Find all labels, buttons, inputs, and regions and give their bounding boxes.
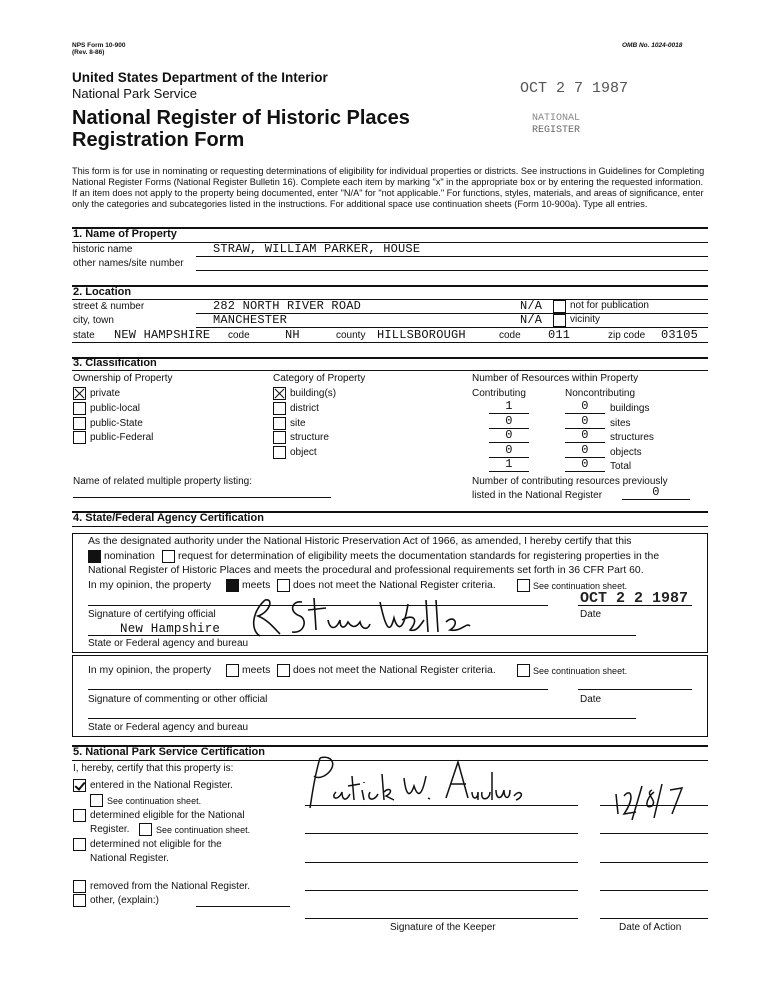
contributing-objects[interactable]: 0 xyxy=(489,443,529,458)
category-structure-checkbox[interactable] xyxy=(273,431,286,444)
certifying-signature xyxy=(240,590,490,645)
certify-statement: I, hereby, certify that this property is: xyxy=(73,763,234,774)
zip-label: zip code xyxy=(608,330,646,341)
section-4-title: 4. State/Federal Agency Certification xyxy=(73,512,264,524)
received-stamp-line2: NATIONAL xyxy=(532,113,581,124)
not-for-publication-checkbox[interactable] xyxy=(553,300,566,313)
ownership-private-checkbox[interactable] xyxy=(73,387,86,400)
street-value[interactable]: 282 NORTH RIVER ROAD xyxy=(213,299,362,313)
state-code-value[interactable]: NH xyxy=(285,328,300,342)
county-value[interactable]: HILLSBOROUGH xyxy=(377,328,466,342)
historic-name-value[interactable]: STRAW, WILLIAM PARKER, HOUSE xyxy=(213,242,421,256)
street-na: N/A xyxy=(520,299,543,313)
contributing-total[interactable]: 1 xyxy=(489,457,529,472)
eligible-checkbox[interactable] xyxy=(73,809,86,822)
action-date-handwritten xyxy=(610,780,690,822)
received-stamp-line3: REGISTER xyxy=(532,125,581,136)
date-of-action-label: Date of Action xyxy=(619,922,682,933)
opinion-label: In my opinion, the property xyxy=(88,580,212,591)
agency2-label: State or Federal agency and bureau xyxy=(88,722,249,733)
keeper-signature-label: Signature of the Keeper xyxy=(390,922,496,933)
historic-name-label: historic name xyxy=(73,244,133,255)
continuation-label-1: See continuation sheet. xyxy=(533,581,628,591)
not-eligible-label-1: determined not eligible for the xyxy=(90,839,222,850)
removed-checkbox[interactable] xyxy=(73,880,86,893)
entered-label: entered in the National Register. xyxy=(90,780,233,791)
resources-heading: Number of Resources within Property xyxy=(472,373,639,384)
state-code-label: code xyxy=(228,330,250,341)
state-value[interactable]: NEW HAMPSHIRE xyxy=(114,328,211,342)
state-label: state xyxy=(73,330,95,341)
cert-line-3: National Register of Historic Places and meets the procedural and professional requirements set forth in 36 CFR Part 60. xyxy=(88,565,644,576)
category-district-checkbox[interactable] xyxy=(273,402,286,415)
objects-label: objects xyxy=(610,447,642,458)
agency-label: State or Federal agency and bureau xyxy=(88,638,249,649)
eligible-label-2: Register. xyxy=(90,824,130,835)
category-building-label: building(s) xyxy=(290,388,337,399)
does-not-meet-label: does not meet the National Register criteria. xyxy=(293,580,496,591)
does-not-meet2-checkbox[interactable] xyxy=(277,664,290,677)
section-3-title: 3. Classification xyxy=(73,357,157,369)
ownership-private-label: private xyxy=(90,388,121,399)
street-label: street & number xyxy=(73,301,145,312)
noncontributing-objects[interactable]: 0 xyxy=(565,443,605,458)
related-listing-label: Name of related multiple property listing: xyxy=(73,476,252,487)
zip-value[interactable]: 03105 xyxy=(661,328,699,342)
vicinity-label: vicinity xyxy=(570,314,601,325)
county-code-label: code xyxy=(499,330,521,341)
contributing-structures[interactable]: 0 xyxy=(489,428,529,443)
category-heading: Category of Property xyxy=(273,373,366,384)
noncontributing-structures[interactable]: 0 xyxy=(565,428,605,443)
category-site-checkbox[interactable] xyxy=(273,417,286,430)
category-object-label: object xyxy=(290,447,317,458)
other-names-label: other names/site number xyxy=(73,258,184,269)
eligible-continuation-label: See continuation sheet. xyxy=(156,825,251,835)
ownership-public-federal-checkbox[interactable] xyxy=(73,431,86,444)
nomination-label: nomination xyxy=(104,551,155,562)
category-structure-label: structure xyxy=(290,432,329,443)
category-district-label: district xyxy=(290,403,319,414)
total-label: Total xyxy=(610,461,632,472)
other-label: other, (explain:) xyxy=(90,895,159,906)
ownership-public-federal-label: public-Federal xyxy=(90,432,154,443)
meets-checkbox[interactable] xyxy=(226,579,239,592)
ownership-public-state-label: public-State xyxy=(90,418,143,429)
commenting-signature-label: Signature of commenting or other official xyxy=(88,694,268,705)
received-stamp-date: OCT 2 7 1987 xyxy=(520,80,629,97)
not-for-publication-label: not for publication xyxy=(570,300,649,311)
meets-label: meets xyxy=(242,580,271,591)
noncontributing-sites[interactable]: 0 xyxy=(565,414,605,429)
entered-continuation-checkbox[interactable] xyxy=(90,794,103,807)
department-name: United States Department of the Interior xyxy=(72,70,328,85)
county-code-value[interactable]: 011 xyxy=(548,328,571,342)
does-not-meet2-label: does not meet the National Register criteria. xyxy=(293,665,496,676)
ownership-heading: Ownership of Property xyxy=(73,373,173,384)
category-object-checkbox[interactable] xyxy=(273,446,286,459)
previously-listed-label-2: listed in the National Register xyxy=(472,490,603,501)
continuation-label-2: See continuation sheet. xyxy=(533,666,628,676)
intro-paragraph: This form is for use in nominating or requesting determinations of eligibility for individual properties or districts. See instructions in Guidelines for Completing National Register Forms (National Register Bulletin 16). Complete each item by marking "x" in the appropriate box or by entering the requested information. If an item does not apply to the property being documented, enter "N/A" for "not applicable." For functions, styles, materials, and areas of significance, enter only the categories and subcategories listed in the instructions. For additional space use continuation sheets (Form 10-900a). Type all entries. xyxy=(72,166,705,209)
meets2-checkbox[interactable] xyxy=(226,664,239,677)
continuation-checkbox-2[interactable] xyxy=(517,664,530,677)
eligible-label-1: determined eligible for the National xyxy=(90,810,245,821)
ownership-public-local-checkbox[interactable] xyxy=(73,402,86,415)
continuation-checkbox-1[interactable] xyxy=(517,579,530,592)
city-value[interactable]: MANCHESTER xyxy=(213,313,288,327)
opinion2-label: In my opinion, the property xyxy=(88,665,212,676)
meets2-label: meets xyxy=(242,665,271,676)
section-5-title: 5. National Park Service Certification xyxy=(73,746,265,758)
form-revision: (Rev. 8-86) xyxy=(72,49,105,56)
certifying-signature-label: Signature of certifying official xyxy=(88,609,216,620)
agency-value[interactable]: New Hampshire xyxy=(120,622,221,636)
buildings-label: buildings xyxy=(610,403,650,414)
form-title-line2: Registration Form xyxy=(72,129,245,151)
commenting-date-label: Date xyxy=(580,694,602,705)
sites-label: sites xyxy=(610,418,631,429)
form-number: NPS Form 10-900 xyxy=(72,42,126,49)
category-building-checkbox[interactable] xyxy=(273,387,286,400)
not-eligible-checkbox[interactable] xyxy=(73,838,86,851)
service-name: National Park Service xyxy=(72,86,197,101)
city-label: city, town xyxy=(73,315,114,326)
noncontributing-total[interactable]: 0 xyxy=(565,457,605,472)
eligible-continuation-checkbox[interactable] xyxy=(139,823,152,836)
omb-number: OMB No. 1024-0018 xyxy=(622,42,683,49)
noncontributing-heading: Noncontributing xyxy=(565,388,636,399)
section-1-title: 1. Name of Property xyxy=(73,228,177,240)
form-title xyxy=(72,107,410,151)
contributing-sites[interactable]: 0 xyxy=(489,414,529,429)
previously-listed-label-1: Number of contributing resources previously xyxy=(472,476,668,487)
other-checkbox[interactable] xyxy=(73,894,86,907)
removed-label: removed from the National Register. xyxy=(90,881,251,892)
cert-line-1: As the designated authority under the National Historic Preservation Act of 1966, as amended, I hereby certify that this xyxy=(88,536,632,547)
structures-label: structures xyxy=(610,432,654,443)
not-eligible-label-2: National Register. xyxy=(90,853,169,864)
city-na: N/A xyxy=(520,313,543,327)
contributing-buildings[interactable]: 1 xyxy=(489,399,529,414)
category-site-label: site xyxy=(290,418,306,429)
contributing-heading: Contributing xyxy=(472,388,526,399)
ownership-public-local-label: public-local xyxy=(90,403,141,414)
request-checkbox[interactable] xyxy=(162,550,175,563)
county-label: county xyxy=(336,330,366,341)
cert-line-2: request for determination of eligibility meets the documentation standards for registering properties in the xyxy=(178,551,660,562)
certifying-date-label: Date xyxy=(580,609,602,620)
previously-listed-value[interactable]: 0 xyxy=(622,485,690,500)
certifying-date-value: OCT 2 2 1987 xyxy=(580,590,689,607)
entered-checkbox[interactable] xyxy=(73,779,86,792)
entered-continuation-label: See continuation sheet. xyxy=(107,796,202,806)
section-2-title: 2. Location xyxy=(73,286,132,298)
noncontributing-buildings[interactable]: 0 xyxy=(565,399,605,414)
vicinity-checkbox[interactable] xyxy=(553,314,566,327)
form-title-line1: National Register of Historic Places xyxy=(72,107,410,129)
ownership-public-state-checkbox[interactable] xyxy=(73,417,86,430)
nomination-checkbox[interactable] xyxy=(88,550,101,563)
